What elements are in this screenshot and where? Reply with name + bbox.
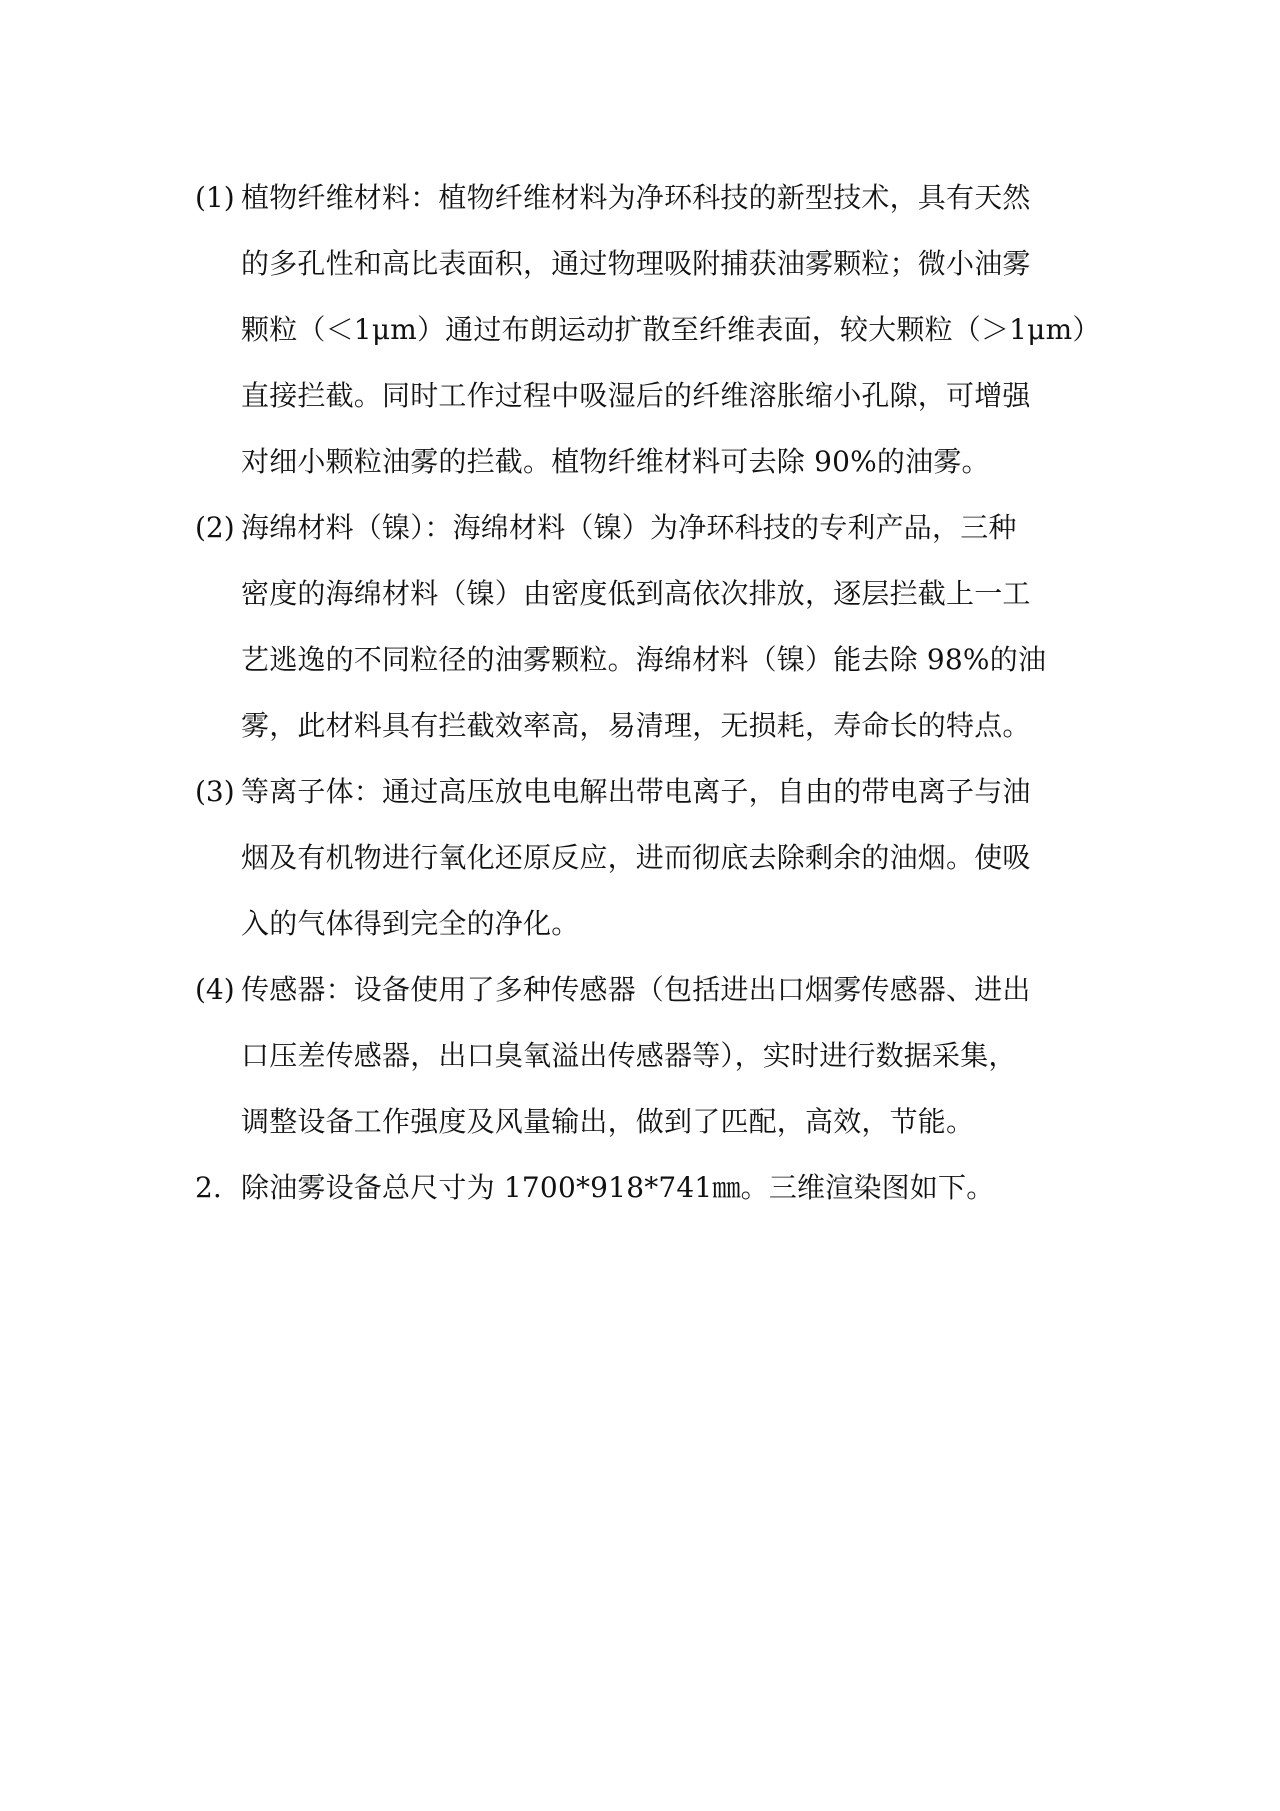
- list-marker: (4): [195, 973, 235, 1006]
- list-item-text: [241, 495, 1115, 759]
- numbered-item-dimensions: [195, 1155, 1115, 1221]
- text-line: 植物纤维材料：植物纤维材料为净环科技的新型技术，具有天然: [241, 181, 1031, 214]
- list-marker: (2): [195, 511, 235, 544]
- numbered-marker: 2.: [195, 1171, 222, 1204]
- list-item-text: [241, 957, 1115, 1155]
- list-item-plant-fiber: [195, 165, 1115, 495]
- text-line: 调整设备工作强度及风量输出，做到了匹配，高效，节能。: [241, 1105, 975, 1138]
- text-line: 烟及有机物进行氧化还原反应，进而彻底去除剩余的油烟。使吸: [241, 841, 1031, 874]
- text-line: 除油雾设备总尺寸为 1700*918*741㎜。三维渲染图如下。: [241, 1171, 995, 1204]
- text-line: 口压差传感器，出口臭氧溢出传感器等），实时进行数据采集，: [241, 1039, 1017, 1072]
- list-marker: (3): [195, 775, 235, 808]
- list-item-text: [241, 165, 1115, 495]
- text-line: 雾，此材料具有拦截效率高，易清理，无损耗，寿命长的特点。: [241, 709, 1031, 742]
- list-item-text: [241, 759, 1115, 957]
- text-line: 的多孔性和高比表面积，通过物理吸附捕获油雾颗粒；微小油雾: [241, 247, 1031, 280]
- text-line: 直接拦截。同时工作过程中吸湿后的纤维溶胀缩小孔隙，可增强: [241, 379, 1031, 412]
- list-marker: (1): [195, 181, 235, 214]
- numbered-item-text: [241, 1155, 1115, 1221]
- document-body: [195, 165, 1115, 1221]
- text-line: 等离子体：通过高压放电电解出带电离子，自由的带电离子与油: [241, 775, 1031, 808]
- list-item-sensors: [195, 957, 1115, 1155]
- text-line: 传感器：设备使用了多种传感器（包括进出口烟雾传感器、进出: [241, 973, 1031, 1006]
- text-line: 艺逃逸的不同粒径的油雾颗粒。海绵材料（镍）能去除 98%的油: [241, 643, 1047, 676]
- text-line: 对细小颗粒油雾的拦截。植物纤维材料可去除 90%的油雾。: [241, 445, 990, 478]
- text-line: 入的气体得到完全的净化。: [241, 907, 580, 940]
- text-line: 颗粒（＜1μm）通过布朗运动扩散至纤维表面，较大颗粒（＞1μm）: [241, 313, 1101, 346]
- list-item-sponge-nickel: [195, 495, 1115, 759]
- list-item-plasma: [195, 759, 1115, 957]
- text-line: 密度的海绵材料（镍）由密度低到高依次排放，逐层拦截上一工: [241, 577, 1031, 610]
- text-line: 海绵材料（镍）：海绵材料（镍）为净环科技的专利产品，三种: [241, 511, 1017, 544]
